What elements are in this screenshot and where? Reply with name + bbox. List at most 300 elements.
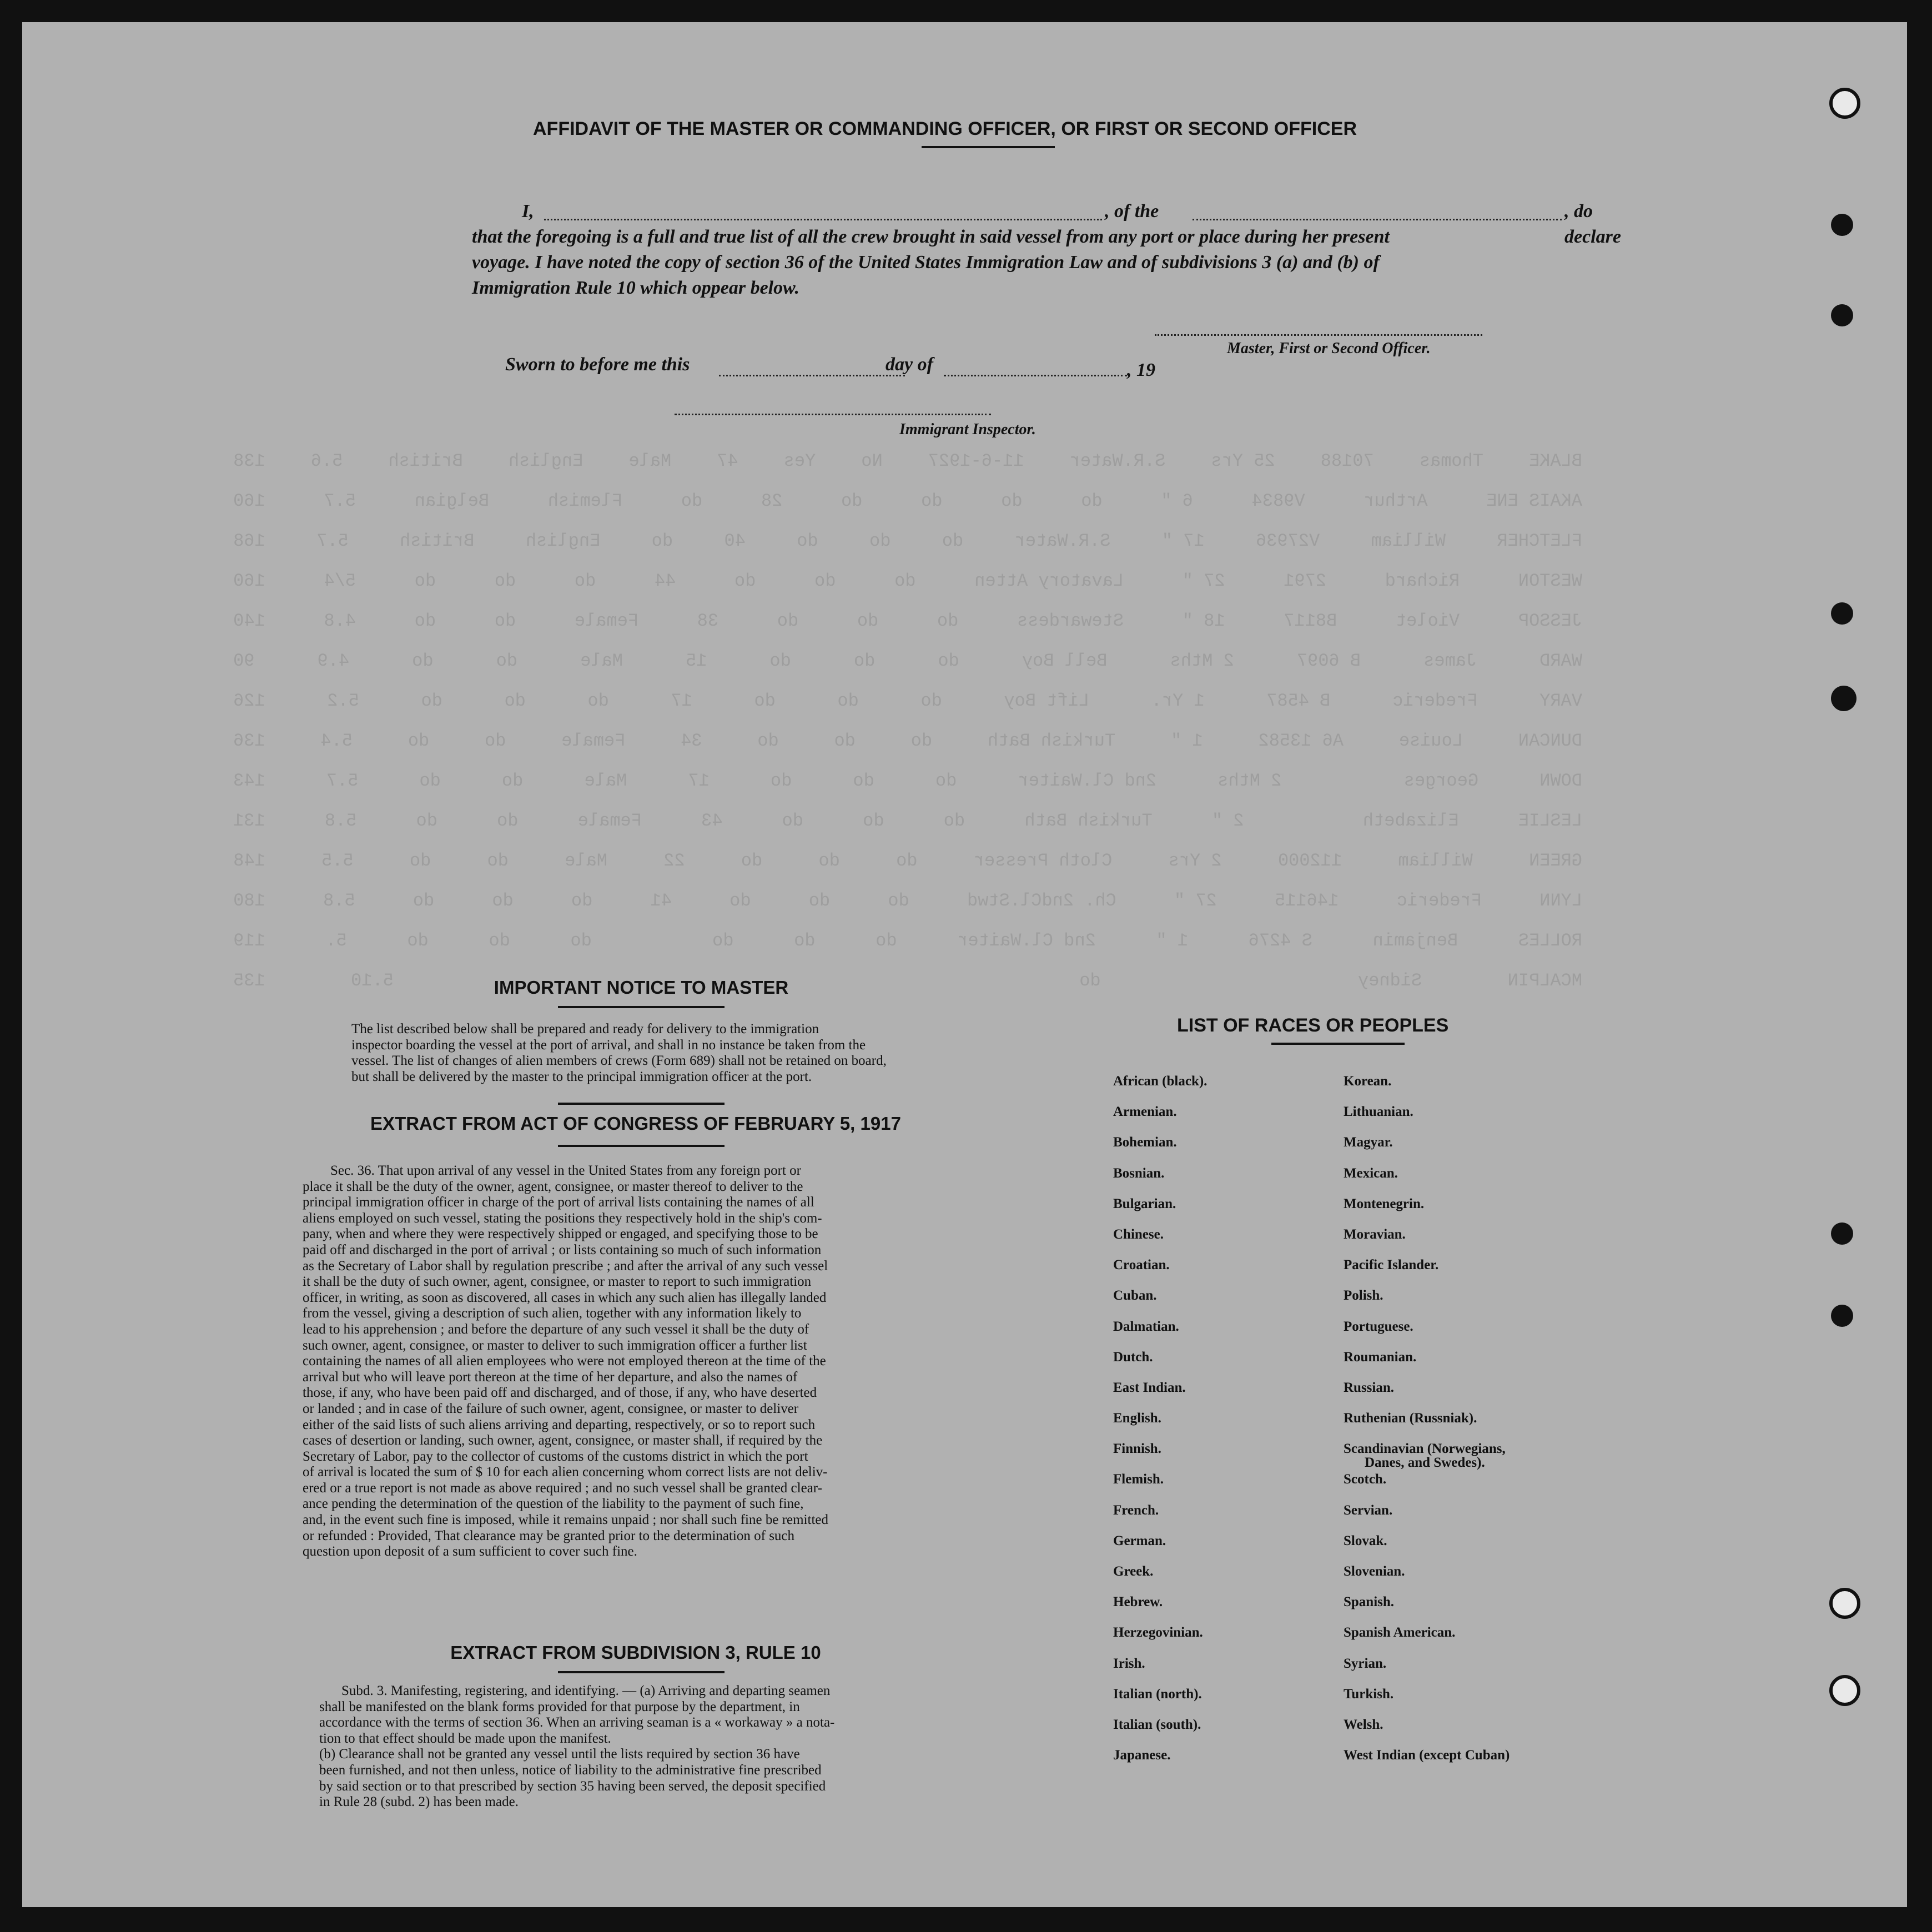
notice-title-rule: [558, 1006, 724, 1008]
notice-line: inspector boarding the vessel at the port of arrival, and shall in no instance be taken from the: [351, 1037, 866, 1053]
show-through-cell: Female: [561, 731, 626, 751]
show-through-cell: DUNCAN: [1518, 731, 1582, 751]
show-through-cell: 17 ": [1161, 531, 1205, 551]
show-through-cell: Male: [628, 451, 672, 471]
show-through-cell: 146115: [1274, 890, 1339, 911]
binder-hole: [1831, 304, 1853, 326]
show-through-cell: William: [1398, 851, 1473, 871]
show-through-cell: do: [497, 811, 519, 831]
show-through-cell: S 4276: [1248, 930, 1312, 951]
races-title: LIST OF RACES OR PEOPLES: [1177, 1015, 1449, 1036]
show-through-cell: James: [1423, 651, 1477, 671]
show-through-cell: 5.: [325, 930, 347, 951]
show-through-cell: 138: [233, 451, 265, 471]
race-entry: Slovenian.: [1344, 1564, 1405, 1579]
show-through-cell: do: [910, 731, 933, 751]
affidavit-of-the-label: , of the: [1105, 201, 1159, 222]
show-through-cell: Richard: [1385, 571, 1460, 591]
show-through-cell: do: [869, 531, 891, 551]
race-entry: Magyar.: [1344, 1135, 1393, 1150]
show-through-row: [233, 932, 1582, 950]
rule-title: EXTRACT FROM SUBDIVISION 3, RULE 10: [450, 1642, 821, 1663]
show-through-row: [233, 612, 1582, 630]
show-through-cell: 6 ": [1161, 491, 1193, 511]
act-line: those, if any, who have been paid off and discharged, and of those, if any, who have deserted: [303, 1385, 817, 1401]
show-through-cell: do: [896, 851, 918, 871]
race-entry: Montenegrin.: [1344, 1196, 1425, 1211]
show-through-cell: 135: [233, 970, 265, 991]
race-entry: East Indian.: [1113, 1380, 1186, 1395]
affidavit-do-declare-label: , do declare: [1564, 201, 1621, 247]
race-entry: Finnish.: [1113, 1441, 1161, 1457]
affidavit-line-4: Immigration Rule 10 which oppear below.: [472, 278, 800, 298]
inspector-signature-line[interactable]: [675, 414, 991, 415]
race-entry: Flemish.: [1113, 1472, 1164, 1487]
show-through-cell: 5.5: [321, 851, 354, 871]
race-entry: Scotch.: [1344, 1472, 1387, 1487]
show-through-cell: 17: [688, 771, 710, 791]
race-entry: Italian (south).: [1113, 1717, 1201, 1732]
rule-body: [319, 1683, 941, 1810]
show-through-row: [233, 772, 1582, 790]
act-line: or landed ; and in case of the failure of such owner, agent, consignee, or master to deliver: [303, 1401, 799, 1416]
name-blank[interactable]: [544, 219, 1102, 220]
race-entry: Mexican.: [1344, 1165, 1398, 1181]
race-entry-continued: Danes, and Swedes).: [1365, 1455, 1485, 1471]
show-through-cell: Louise: [1398, 731, 1463, 751]
show-through-cell: do: [935, 771, 957, 791]
show-through-cell: 160: [233, 491, 265, 511]
show-through-cell: 4.9: [317, 651, 350, 671]
show-through-cell: do: [1001, 491, 1023, 511]
race-entry: Japanese.: [1113, 1748, 1171, 1763]
race-entry: Slovak.: [1344, 1533, 1387, 1548]
rule-line: been furnished, and not then unless, notice of liability to the administrative fine prescribed: [319, 1762, 822, 1778]
show-through-cell: do: [921, 491, 943, 511]
show-through-cell: Bell Boy: [1022, 651, 1108, 671]
crew-list-form-page: [22, 22, 1907, 1907]
show-through-cell: 41: [650, 890, 672, 911]
show-through-cell: 90: [233, 651, 255, 671]
show-through-cell: 25 Yrs: [1211, 451, 1275, 471]
show-through-cell: 18 ": [1182, 611, 1225, 631]
act-title: EXTRACT FROM ACT OF CONGRESS OF FEBRUARY 5, 1917: [370, 1113, 901, 1134]
show-through-cell: 44: [654, 571, 676, 591]
race-entry: Lithuanian.: [1344, 1104, 1413, 1120]
sworn-month-blank[interactable]: [944, 375, 1127, 376]
race-entry: Chinese.: [1113, 1226, 1164, 1242]
race-entry: Moravian.: [1344, 1226, 1406, 1242]
show-through-cell: S.R.Water: [1069, 451, 1166, 471]
affidavit-line-3: voyage. I have noted the copy of section 36 of the United States Immigration Law and of subdivisions 3 (a) and (b) of: [472, 252, 1380, 273]
show-through-cell: BLAKE: [1528, 451, 1582, 471]
race-entry: English.: [1113, 1411, 1161, 1426]
show-through-cell: Elizabeth: [1362, 811, 1459, 831]
show-through-cell: 160: [233, 571, 265, 591]
show-through-cell: do: [942, 531, 964, 551]
show-through-cell: 34: [681, 731, 702, 751]
race-entry: Croatian.: [1113, 1257, 1170, 1273]
show-through-row: [233, 492, 1582, 510]
show-through-cell: Arthur: [1364, 491, 1428, 511]
show-through-cell: 11-6-1927: [928, 451, 1024, 471]
show-through-cell: 5.2: [327, 691, 359, 711]
show-through-cell: B 6097: [1296, 651, 1361, 671]
show-through-cell: 28: [761, 491, 783, 511]
show-through-cell: William: [1371, 531, 1446, 551]
show-through-cell: do: [794, 930, 816, 951]
binder-hole-open: [1829, 88, 1860, 119]
show-through-cell: do: [587, 691, 609, 711]
act-title-rule: [558, 1145, 724, 1147]
show-through-cell: do: [754, 691, 776, 711]
show-through-cell: Sidney: [1357, 970, 1422, 991]
race-entry: Bohemian.: [1113, 1135, 1177, 1150]
show-through-cell: ROLLES: [1518, 930, 1582, 951]
show-through-row: [233, 812, 1582, 830]
show-through-cell: Turkish Bath: [987, 731, 1116, 751]
rule-line: in Rule 28 (subd. 2) has been made.: [319, 1794, 519, 1810]
show-through-cell: do: [412, 651, 434, 671]
show-through-cell: do: [651, 531, 673, 551]
show-through-cell: Ch. 2ndCl.Stwd: [967, 890, 1116, 911]
show-through-cell: WARD: [1539, 651, 1582, 671]
show-through-cell: 70188: [1320, 451, 1374, 471]
race-entry: Korean.: [1344, 1074, 1392, 1089]
show-through-row: [233, 732, 1582, 750]
show-through-cell: LESLIE: [1518, 811, 1582, 831]
show-through-cell: do: [504, 691, 526, 711]
affidavit-i-label: I,: [522, 201, 534, 222]
show-through-cell: AKAIS ENE: [1486, 491, 1582, 511]
show-through-cell: 112000: [1277, 851, 1342, 871]
show-through-cell: do: [741, 851, 763, 871]
act-line: Secretary of Labor, pay to the collector of customs of the customs district in which the port: [303, 1448, 808, 1464]
act-line: or refunded : Provided, That clearance may be granted prior to the determination of such: [303, 1528, 795, 1543]
show-through-cell: do: [489, 930, 510, 951]
sworn-label: Sworn to before me this: [505, 354, 690, 375]
show-through-cell: WESTON: [1518, 571, 1582, 591]
rule-line: (b) Clearance shall not be granted any vessel until the lists required by section 36 have: [319, 1747, 800, 1762]
show-through-cell: do: [412, 890, 435, 911]
show-through-row: [233, 892, 1582, 910]
title-rule: [922, 146, 1055, 148]
act-line: principal immigration officer in charge of the port of arrival lists containing the names of all: [303, 1195, 814, 1210]
show-through-cell: 143: [233, 771, 265, 791]
show-through-cell: do: [943, 811, 965, 831]
race-entry: Turkish.: [1344, 1686, 1394, 1702]
sworn-day-blank[interactable]: [719, 375, 905, 376]
show-through-cell: 22: [663, 851, 685, 871]
act-line: question upon deposit of a sum sufficient to cover such fine.: [303, 1544, 637, 1559]
show-through-cell: do: [841, 491, 863, 511]
show-through-cell: 2 Yrs: [1168, 851, 1222, 871]
show-through-cell: 2nd Cl.Waiter: [1018, 771, 1157, 791]
show-through-cell: do: [571, 890, 593, 911]
binder-hole-open: [1829, 1588, 1860, 1619]
show-through-cell: 5.8: [323, 890, 355, 911]
show-through-cell: 2 Mths: [1217, 771, 1282, 791]
show-through-cell: do: [808, 890, 831, 911]
show-through-cell: do: [938, 651, 959, 671]
act-line: it shall be the duty of such owner, agent, consignee, or master to report to such immigration: [303, 1274, 812, 1290]
show-through-cell: 15: [685, 651, 707, 671]
show-through-cell: 168: [233, 531, 265, 551]
show-through-cell: Lavatory Atten: [974, 571, 1124, 591]
show-through-cell: English: [508, 451, 583, 471]
show-through-cell: do: [888, 890, 909, 911]
notice-title: IMPORTANT NOTICE TO MASTER: [494, 977, 789, 998]
act-line: of arrival is located the sum of $ 10 for each alien concerning whom correct lists are not deliv-: [303, 1465, 828, 1480]
rule-line: by said section or to that prescribed by section 35 having been served, the deposit specified: [319, 1778, 826, 1794]
race-entry: German.: [1113, 1533, 1166, 1548]
show-through-cell: do: [853, 651, 876, 671]
act-line: ance pending the determination of the question of the liability to the payment of such fine,: [303, 1496, 804, 1512]
act-line: cases of desertion or landing, such owner, agent, consignee, or master shall, if required by the: [303, 1433, 823, 1448]
show-through-cell: do: [1079, 970, 1101, 991]
show-through-cell: do: [818, 851, 840, 871]
act-line: paid off and discharged in the port of arrival ; or lists containing so much of such information: [303, 1242, 822, 1257]
race-entry: Herzegovinian.: [1113, 1625, 1203, 1641]
show-through-cell: 5.8: [324, 811, 357, 831]
show-through-cell: 136: [233, 731, 265, 751]
affidavit-title: AFFIDAVIT OF THE MASTER OR COMMANDING OFFICER, OR FIRST OR SECOND OFFICER: [533, 118, 1357, 139]
show-through-cell: Lift Boy: [1004, 691, 1090, 711]
day-of-label: day of: [886, 354, 933, 375]
show-through-cell: 43: [701, 811, 723, 831]
show-through-cell: Male: [580, 651, 623, 671]
show-through-cell: do: [857, 611, 879, 631]
show-through-cell: 148: [233, 851, 265, 871]
show-through-cell: do: [797, 531, 818, 551]
race-entry: Italian (north).: [1113, 1686, 1202, 1702]
race-entry: Greek.: [1113, 1564, 1154, 1579]
show-through-cell: Cloth Presser: [973, 851, 1113, 871]
show-through-cell: do: [570, 930, 592, 951]
show-through-row: [233, 852, 1582, 870]
show-through-cell: 131: [233, 811, 265, 831]
binder-hole: [1831, 686, 1856, 711]
race-entry: Cuban.: [1113, 1288, 1157, 1304]
show-through-cell: Thomas: [1419, 451, 1483, 471]
show-through-cell: British: [388, 451, 463, 471]
show-through-cell: 2 ": [1211, 811, 1244, 831]
show-through-cell: MCALPIN: [1507, 970, 1582, 991]
show-through-cell: 5.7: [324, 491, 356, 511]
show-through-cell: 5.7: [316, 531, 349, 551]
show-through-cell: do: [853, 771, 874, 791]
show-through-cell: Georges: [1403, 771, 1479, 791]
race-entry: Scandinavian (Norwegians,: [1344, 1441, 1506, 1457]
race-entry: Bosnian.: [1113, 1165, 1165, 1181]
binder-hole: [1831, 602, 1853, 625]
inspector-label: Immigrant Inspector.: [899, 421, 1036, 438]
show-through-cell: 140: [233, 611, 265, 631]
race-entry: Dutch.: [1113, 1349, 1153, 1365]
master-signature-label: Master, First or Second Officer.: [1227, 340, 1431, 357]
show-through-cell: 126: [233, 691, 265, 711]
show-through-cell: do: [782, 811, 803, 831]
show-through-cell: FLETCHER: [1497, 531, 1582, 551]
show-through-cell: 5/4: [324, 571, 356, 591]
show-through-cell: do: [496, 651, 518, 671]
race-entry: Spanish.: [1344, 1594, 1395, 1610]
notice-line: vessel. The list of changes of alien members of crews (Form 689) shall not be retained on board,: [351, 1053, 887, 1069]
act-body: [303, 1163, 949, 1560]
act-line: from the vessel, giving a description of such alien, together with any information likely to: [303, 1306, 802, 1321]
show-through-cell: 119: [233, 930, 265, 951]
show-through-cell: do: [814, 571, 836, 591]
show-through-cell: do: [421, 691, 442, 711]
show-through-cell: 47: [717, 451, 738, 471]
show-through-cell: JESSOP: [1518, 611, 1582, 631]
show-through-cell: do: [894, 571, 916, 591]
show-through-cell: Stewardess: [1017, 611, 1124, 631]
show-through-cell: 5.6: [310, 451, 343, 471]
show-through-cell: do: [729, 890, 751, 911]
show-through-cell: 40: [724, 531, 746, 551]
rule-title-rule: [558, 1671, 724, 1673]
act-line: Sec. 36. That upon arrival of any vessel in the United States from any foreign port or: [330, 1163, 801, 1178]
notice-body: [330, 1022, 949, 1085]
show-through-cell: 5.4: [320, 731, 353, 751]
races-title-rule: [1271, 1043, 1405, 1045]
race-entry: West Indian (except Cuban): [1344, 1748, 1510, 1763]
show-through-cell: do: [834, 731, 856, 751]
show-through-cell: do: [484, 731, 506, 751]
show-through-cell: S.R.Water: [1014, 531, 1111, 551]
race-entry: Hebrew.: [1113, 1594, 1163, 1610]
show-through-cell: do: [416, 811, 437, 831]
show-through-cell: V9834: [1251, 491, 1305, 511]
show-through-cell: 2791: [1284, 571, 1327, 591]
show-through-cell: Belgian: [414, 491, 490, 511]
show-through-cell: do: [407, 930, 429, 951]
act-line: officer, in writing, as soon as discovered, all cases in which any such alien has illegally landed: [303, 1290, 827, 1305]
binder-hole: [1831, 1305, 1853, 1327]
show-through-cell: do: [920, 691, 942, 711]
act-line: as the Secretary of Labor shall by regulation prescribe ; and after the arrival of any such vessel: [303, 1258, 828, 1274]
race-entry: Roumanian.: [1344, 1349, 1417, 1365]
show-through-cell: English: [525, 531, 601, 551]
show-through-cell: 17: [671, 691, 692, 711]
act-line: lead to his apprehension ; and before the departure of any such vessel it shall be the duty of: [303, 1321, 809, 1337]
show-through-cell: 5.7: [326, 771, 359, 791]
show-through-cell: do: [409, 851, 431, 871]
binder-hole-open: [1829, 1675, 1860, 1706]
races-right-column: [1344, 1066, 1632, 1770]
show-through-cell: do: [414, 611, 436, 631]
race-entry: Welsh.: [1344, 1717, 1383, 1732]
show-through-cell: Violet: [1395, 611, 1460, 631]
show-through-cell: do: [501, 771, 524, 791]
show-through-cell: Male: [584, 771, 627, 791]
rule-line: accordance with the terms of section 36. When an arriving seaman is a « workaway » a nota-: [319, 1715, 835, 1730]
race-entry: Dalmatian.: [1113, 1319, 1179, 1334]
show-through-cell: 27 ": [1182, 571, 1225, 591]
rule-line: shall be manifested on the blank forms provided for that purpose by the department, in: [319, 1699, 800, 1714]
master-signature-line[interactable]: [1155, 334, 1482, 336]
show-through-cell: do: [492, 890, 514, 911]
show-through-cell: DOWN: [1539, 771, 1582, 791]
show-through-cell: Flemish: [547, 491, 623, 511]
race-entry: Pacific Islander.: [1344, 1257, 1439, 1273]
show-through-cell: do: [487, 851, 509, 871]
show-through-cell: No: [861, 451, 883, 471]
show-through-cell: Benjamin: [1372, 930, 1458, 951]
act-line: containing the names of all alien employees who were not employed thereon at the time of the: [303, 1354, 826, 1369]
show-through-cell: 180: [233, 890, 265, 911]
notice-line: but shall be delivered by the master to the principal immigration officer at the port.: [351, 1069, 812, 1084]
show-through-cell: 1 ": [1156, 930, 1189, 951]
show-through-cell: do: [414, 571, 436, 591]
show-through-row: [233, 572, 1582, 590]
show-through-cell: GREEN: [1528, 851, 1582, 871]
race-entry: Armenian.: [1113, 1104, 1177, 1120]
act-top-rule: [558, 1103, 724, 1105]
show-through-cell: Female: [577, 811, 642, 831]
affidavit-line-2: that the foregoing is a full and true list of all the crew brought in said vessel from any port or place during her present: [472, 227, 1390, 247]
show-through-cell: do: [876, 930, 897, 951]
show-through-cell: 27 ": [1174, 890, 1217, 911]
show-through-cell: B8117: [1284, 611, 1337, 631]
race-entry: Polish.: [1344, 1288, 1383, 1304]
race-entry: Bulgarian.: [1113, 1196, 1176, 1211]
year-prefix: , 19: [1127, 360, 1155, 380]
show-through-cell: do: [769, 651, 791, 671]
act-line: pany, when and where they were respectively shipped or engaged, and specifying those to be: [303, 1226, 818, 1242]
race-entry: Irish.: [1113, 1656, 1145, 1671]
race-entry: Ruthenian (Russniak).: [1344, 1411, 1477, 1426]
act-line: arrival but who will leave port thereon at the time of her departure, and also the names of: [303, 1369, 798, 1385]
show-through-cell: Frederic: [1392, 691, 1478, 711]
show-through-cell: 1 ": [1171, 731, 1203, 751]
race-entry: Portuguese.: [1344, 1319, 1413, 1334]
race-entry: Russian.: [1344, 1380, 1395, 1395]
show-through-cell: VARY: [1539, 691, 1582, 711]
race-entry: Servian.: [1344, 1502, 1393, 1518]
show-through-cell: do: [777, 611, 799, 631]
show-through-cell: do: [734, 571, 756, 591]
show-through-cell: do: [407, 731, 430, 751]
show-through-cell: A6 13582: [1258, 731, 1344, 751]
race-entry: Syrian.: [1344, 1656, 1387, 1671]
show-through-row: [233, 652, 1582, 670]
race-entry: African (black).: [1113, 1074, 1208, 1089]
show-through-row: [233, 532, 1582, 550]
vessel-blank[interactable]: [1193, 219, 1562, 220]
show-through-cell: V27936: [1255, 531, 1320, 551]
race-entry: French.: [1113, 1502, 1159, 1518]
rule-line: tion to that effect should be made upon the manifest.: [319, 1730, 611, 1746]
show-through-cell: Turkish Bath: [1024, 811, 1153, 831]
act-line: such owner, agent, consignee, or master to deliver to such immigration officer a further list: [303, 1337, 807, 1353]
show-through-cell: do: [837, 691, 859, 711]
rule-line: Subd. 3. Manifesting, registering, and identifying. — (a) Arriving and departing seamen: [341, 1683, 831, 1698]
show-through-cell: do: [574, 571, 596, 591]
show-through-cell: 4.8: [324, 611, 356, 631]
show-through-cell: 1 Yr.: [1151, 691, 1205, 711]
show-through-cell: do: [712, 930, 734, 951]
binder-hole: [1831, 214, 1853, 236]
show-through-cell: Frederic: [1396, 890, 1482, 911]
show-through-cell: 5.10: [351, 970, 394, 991]
show-through-cell: 2nd Cl.Waiter: [957, 930, 1096, 951]
race-entry: Spanish American.: [1344, 1625, 1456, 1641]
show-through-cell: Yes: [783, 451, 816, 471]
races-left-column: [1113, 1066, 1280, 1770]
binder-hole: [1831, 1222, 1853, 1245]
